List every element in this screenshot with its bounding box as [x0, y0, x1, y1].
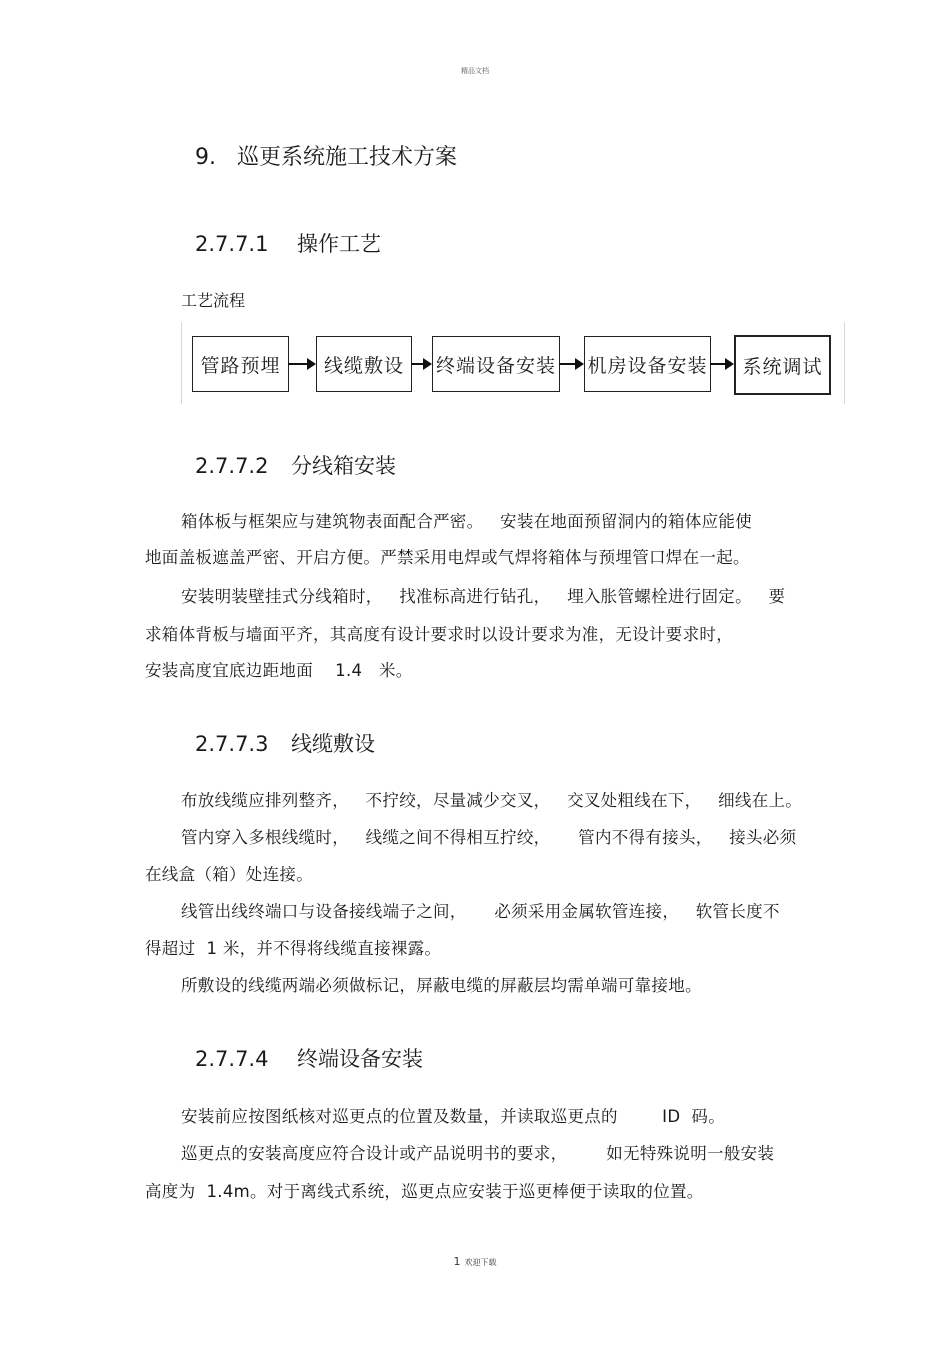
flow-arrow-2 [411, 363, 430, 365]
paragraph-line: 线管出线终端口与设备接线端子之间， 必须采用金属软管连接， 软管长度不 [181, 902, 780, 921]
paragraph-line: 所敷设的线缆两端必须做标记，屏蔽电缆的屏蔽层均需单端可靠接地。 [181, 976, 702, 995]
paragraph-line: 得超过 1 米，并不得将线缆直接裸露。 [145, 939, 442, 958]
section-title: 终端设备安装 [297, 1047, 423, 1071]
paragraph-line: 安装高度宜底边距地面 1.4 米。 [145, 661, 413, 680]
flow-arrow-1 [288, 363, 314, 365]
paragraph-line: 地面盖板遮盖严密、开启方便。严禁采用电焊或气焊将箱体与预埋管口焊在一起。 [145, 548, 750, 567]
flow-step-1: 管路预埋 [192, 336, 289, 392]
section-number: 2.7.7.1 [195, 232, 269, 256]
document-title [195, 140, 457, 171]
page-number: 1 [453, 1255, 461, 1268]
section-number: 2.7.7.4 [195, 1047, 269, 1071]
paragraph-line: 巡更点的安装高度应符合设计或产品说明书的要求， 如无特殊说明一般安装 [181, 1144, 775, 1163]
flow-step-3: 终端设备安装 [432, 336, 560, 392]
header-watermark: 精品文档 [461, 67, 489, 75]
title-number: 9. [195, 145, 216, 170]
title-text: 巡更系统施工技术方案 [237, 145, 458, 170]
flow-label: 工艺流程 [181, 291, 246, 310]
flow-step-4: 机房设备安装 [584, 336, 711, 392]
section-heading-2-7-7-3 [195, 728, 375, 758]
paragraph-line: 高度为 1.4m。对于离线式系统，巡更点应安装于巡更棒便于读取的位置。 [145, 1182, 704, 1201]
flow-arrow-4 [710, 363, 732, 365]
section-heading-2-7-7-2 [195, 450, 396, 480]
paragraph-line: 安装明装壁挂式分线箱时， 找准标高进行钻孔， 埋入胀管螺栓进行固定。 要 [181, 587, 786, 606]
paragraph-line: 求箱体背板与墙面平齐，其高度有设计要求时以设计要求为准，无设计要求时， [145, 625, 733, 644]
section-title: 线缆敷设 [291, 732, 375, 756]
section-number: 2.7.7.2 [195, 454, 269, 478]
section-heading-2-7-7-1 [195, 228, 381, 258]
section-number: 2.7.7.3 [195, 732, 269, 756]
flow-arrow-3 [559, 363, 582, 365]
section-title: 分线箱安装 [291, 454, 396, 478]
flow-step-5: 系统调试 [734, 335, 831, 395]
paragraph-line: 箱体板与框架应与建筑物表面配合严密。 安装在地面预留洞内的箱体应能使 [181, 512, 753, 531]
paragraph-line: 在线盒（箱）处连接。 [145, 865, 313, 884]
section-heading-2-7-7-4 [195, 1043, 423, 1073]
paragraph-line: 安装前应按图纸核对巡更点的位置及数量，并读取巡更点的 ID 码。 [181, 1107, 726, 1126]
paragraph-line: 布放线缆应排列整齐， 不拧绞，尽量减少交叉， 交叉处粗线在下， 细线在上。 [181, 791, 803, 810]
footer-text: 欢迎下载 [464, 1258, 497, 1267]
process-flow-diagram [181, 322, 845, 404]
flow-step-2: 线缆敷设 [316, 336, 412, 392]
section-title: 操作工艺 [297, 232, 381, 256]
page-footer [0, 1255, 950, 1268]
paragraph-line: 管内穿入多根线缆时， 线缆之间不得相互拧绞， 管内不得有接头， 接头必须 [181, 828, 797, 847]
